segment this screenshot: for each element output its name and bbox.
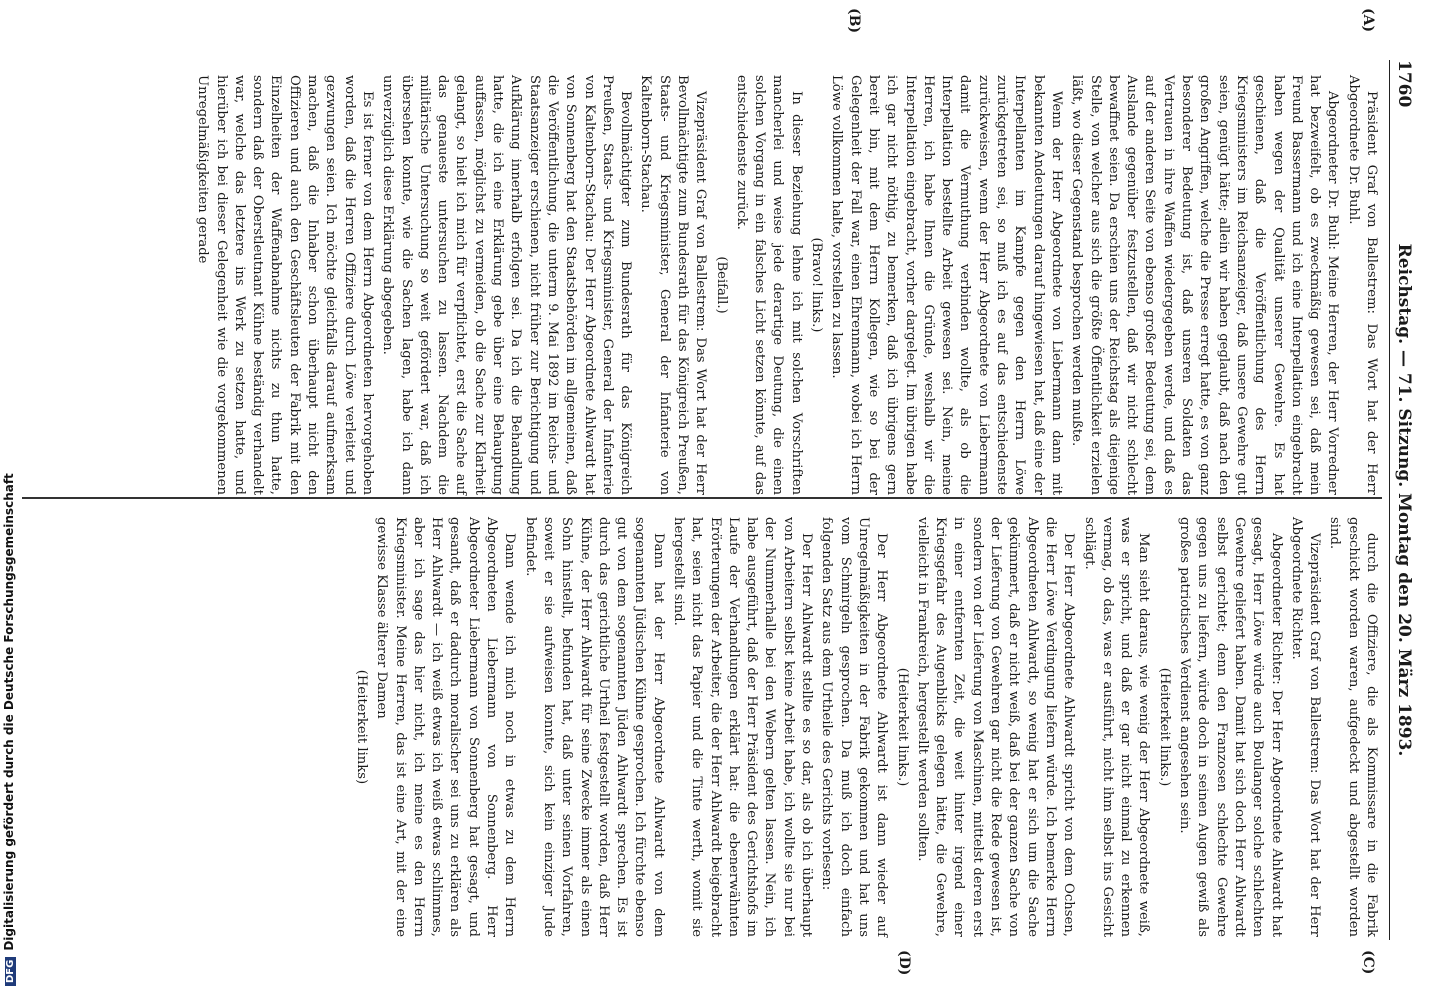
paragraph: Dann wende ich mich noch in etwas zu dem Herrn Abgeordneten Liebermann von Sonnenberg. Herr Abgeordneter Liebermann von Sonnenberg hat gesagt, und gesandt, daß er dadurch moralischer sei uns zu erklären als Herr Ahlwardt — ich weiß etwas ich weiß etwas schlimmes, aber ich sage das hier nicht, ich meine es den Herrn Kriegsminister. Meine Herren, das ist eine Art, mit der eine gewisse Klasse älterer Damen (374, 517, 518, 937)
reaction-note: (Beifall.) (713, 256, 729, 314)
reaction-note: (Heiterkeit links.) (894, 667, 910, 787)
paragraph: Abgeordneter Richter: Der Herr Abgeordnete Ahlwardt hat gesagt, Herr Löwe würde auch Boulanger solche schlechten Gewehre geliefert haben. Damit hat sich doch Herr Ahlwardt selbst gerichtet; denn den Franzosen schlechte Gewehre gegen uns zu liefern, würde doch in seinen Augen gewiß als großes patriotisches Verdienst angesehen sein. (1177, 517, 1284, 937)
paragraph: Es ist ferner von dem Herrn Abgeordneten hervorgehoben worden, daß die Herren Offiziere durch Löwe verleitet und gezwungen seien. Ich möchte gleichfalls darauf aufmerksam machen, daß die Inhaber schon überhaupt nicht den Offizieren und auch den Geschäftsleuten der Fabrik mit den Einzelheiten der Waffenabnahme nichts zu thun hatte, sondern daß der Oberstleutnant Kühne beständig verhandelt war, welche das letztere ins Werk zu setzen hatte, und hierüber ich bei dieser Gelegenheit wie die vorgekommenen Unregelmäßigkeiten gerade (195, 75, 375, 495)
margin-marker-b: (B) (846, 8, 862, 34)
dfg-logo-icon: DFG (5, 957, 16, 986)
dfg-credit-text: Digitalisierung gefördert durch die Deutsche Forschungsgemeinschaft (2, 473, 16, 951)
margin-marker-c: (C) (1360, 950, 1376, 975)
paragraph: Man sieht daraus, wie wenig der Herr Abgeordnete weiß, was er spricht, und daß er gar nicht einmal zu erkennen vermag, ob das, was er ausführt, nicht ihm selbst ins Gesicht schlägt. (1081, 517, 1152, 937)
paragraph: Der Herr Ahlwardt stellte es so dar, als ob ich überhaupt von Arbeitern selbst keine Arbeit habe, ich wollte sie nur bei der Nummerhalle bei den Webern gelten lassen. Nein, ich habe ausgeführt, daß der Herr Präsident des Gerichtshofs im Laufe der Verhandlungen erklärt hat: die ebenerwähnten Erörterungen der Arbeiter, die der Herr Ahlwardt beigebracht hat, seien nicht das Papier und die Tinte werth, womit sie hergestellt sind. (671, 517, 815, 937)
digitization-sidebar (0, 0, 22, 1000)
right-column (350, 517, 1380, 937)
column-divider (0, 497, 1382, 499)
page-number: 1760 (1394, 60, 1414, 108)
margin-marker-d: (D) (896, 950, 912, 976)
reaction-note: (Heiterkeit links) (353, 669, 369, 785)
left-column (191, 75, 1380, 495)
paragraph: Vizepräsident Graf von Ballestrem: Das Wort hat der Herr Abgeordnete Richter. (1288, 517, 1323, 937)
paragraph: Präsident Graf von Ballestrem: Das Wort hat der Herr Abgeordnete Dr. Buhl. (1345, 75, 1379, 495)
paragraph: durch die Offiziere, die als Kommissare in die Fabrik geschickt worden waren, aufgedeckt und abgestellt worden sind. (1327, 517, 1379, 937)
paragraph: Der Herr Abgeordnete Ahlwardt ist dann wieder auf Unregelmäßigkeiten in der Fabrik gekommen und hat uns vom Schmirgeln gesprochen. Da muß ich doch einfach folgenden Satz aus dem Urtheile des Gerichts vorlesen: (819, 517, 890, 937)
dfg-credit (2, 0, 20, 1000)
paragraph: In dieser Beziehung lehne ich mit solchen Vorschriften mancherlei und weise jede derartige Deutung, die einen solchen Vorgang in ein falsches Licht setzen könnte, auf das entschiedenste zurück. (733, 75, 804, 495)
paragraph: Dann hat der Herr Abgeordnete Ahlwardt von dem sogenannten Jüdischen Kühne gesprochen. Ich fürchte ebenso gut von dem sogenannten Jüden Ahlwardt sprechen. Es ist durch das gerichtliche Urtheil festgestellt worden, daß Herr Kühne, der Herr Ahlwardt für seine Zwecke immer als einen Sohn hinstellt, befunden hat, daß unter seinen Vorfahren, soweit er sie aufweisen konnte, sich kein einziger Jude befindet. (522, 517, 666, 937)
reaction-note: (Bravo! links.) (809, 237, 825, 333)
paragraph: Bevollmächtigter zum Bundesrath für das Königreich Preußen, Staats- und Kriegsminister, General der Infanterie von Kaltenborn-Stachau: Der Herr Abgeordnete Ahlwardt hat von Sonnenberg hat den Staatsbehörden im allgemeinen, daß die Veröffentlichung, die unterm 9. Mai 1892 im Reichs- und Staatsanzeiger erschienen, nicht früher zur Berichtigung und Aufklärung innerhalb erfolgen sei. Da ich die Behandlung hatte, die ich eine Erklärung gebe über eine Behauptung auffassen, möglichst zu vermeiden, ob die Sache zur Klarheit gelangt, so hielt ich mich für verpflichtet, erst die Sache auf das genaueste untersuchen zu lassen. Nachdem die militärische Untersuchung so weit gefördert war, daß ich übersehen konnte, wie die Sachen lagen, habe ich dann unverzüglich diese Erklärung abgegeben. (380, 75, 634, 495)
page-title: Reichstag. — 71. Sitzung. Montag den 20. März 1893. (1394, 243, 1414, 757)
margin-marker-a: (A) (1360, 8, 1376, 33)
reaction-note: (Heiterkeit links.) (1156, 667, 1172, 787)
paragraph: Der Herr Abgeordnete Ahlwardt spricht von dem Ochsen, die Herr Löwe Verdingung liefern würde. Ich bemerke Herrn Abgeordneten Ahlwardt, so wenig hat er sich um die Sache gekümmert, daß er nicht weiß, daß bei der ganzen Sache von der Lieferung von Gewehren gar nicht die Rede gewesen ist, sondern von der Lieferung von Maschinen, mittelst deren erst in einer entfernten Zeit, die weit hinter irgend einer Kriegsgefahr des Augenblicks gelegen hätte, die Gewehre, vielleicht in Frankreich, hergestellt werden sollten. (914, 517, 1077, 937)
paragraph: Vizepräsident Graf von Ballestrem: Das Wort hat der Herr Bevollmächtigte zum Bundesrath für das Königreich Preußen, Staats- und Kriegsminister, General der Infanterie von Kaltenborn-Stachau. (638, 75, 709, 495)
paragraph: Wenn der Herr Abgeordnete von Liebermann dann mit bekannten Andeutungen darauf hingewiesen hat, daß eine der Interpellanten im Kampfe gegen den Herrn Löwe zurückgetreten sei, so muß ich es auf das entschiedenste zurückweisen, wenn der Herr Abgeordnete von Liebermann damit die Vermuthung verbinden wollte, als ob die Interpellation bestellte Arbeit gewesen sei. Nein, meine Herren, ich habe Ihnen die Gründe, weshalb wir die Interpellation eingebracht, vorher dargelegt. Im übrigen habe ich gar nicht nöthig, zu bemerken, daß ich übrigens gern bereit bin, mit dem Herrn Kollegen, wie so bei der Gelegenheit der Fall war, einen Ehrenmann, wobei ich Herrn Löwe vollkommen halte, vorstellen zu lassen. (829, 75, 1064, 495)
page-header (1389, 60, 1414, 940)
paragraph: Abgeordneter Dr. Buhl: Meine Herren, der Herr Vorredner hat bezweifelt, ob es zweckmäßig gewesen sei, daß mein Freund Bassermann und ich eine Interpellation eingebracht haben wegen der Qualität unserer Gewehre. Es hat geschienen, daß die Veröffentlichung des Herrn Kriegsministers im Reichsanzeiger, daß unsere Gewehre gut seien, genügt hätte; allein wir haben geglaubt, daß nach den großen Angriffen, welche die Presse erregt hatte, es von ganz besonderer Bedeutung ist, daß unseren Soldaten das Vertrauen in ihre Waffen wiedergegeben werde, und daß es auf der anderen Seite von ebenso großer Bedeutung sei, dem Auslande gegenüber festzustellen, daß wir nicht schlecht bewaffnet seien. Da erschien uns der Reichstag als diejenige Stelle, von welcher aus sich die größte Öffentlichkeit erzielen läßt, wo dieser Gegenstand besprochen werden mußte. (1069, 75, 1341, 495)
